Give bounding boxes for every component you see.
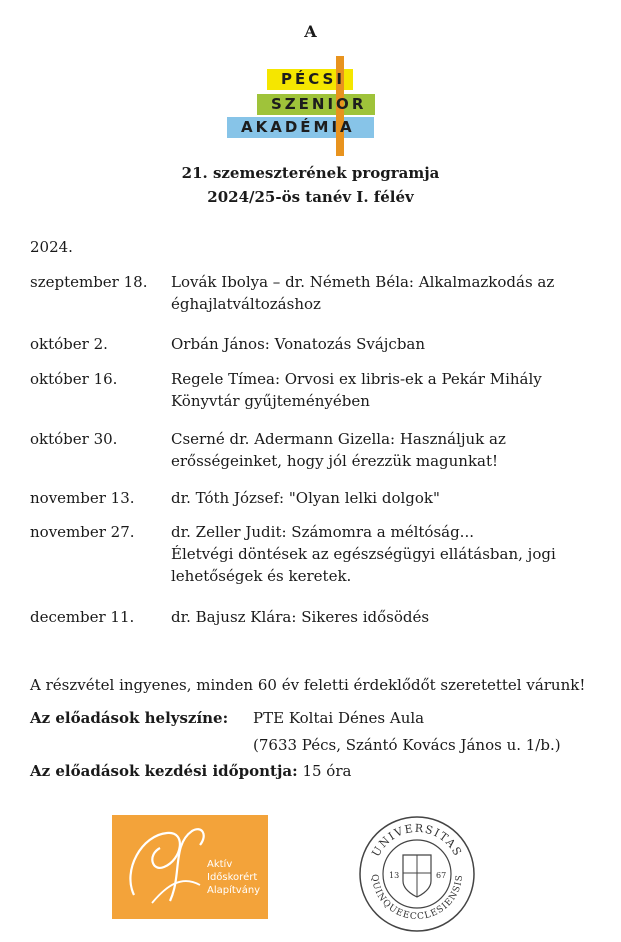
lecture-line: erősségeinket, hogy jól érezzük magunkat!	[171, 452, 499, 470]
lecture-line: Könyvtár gyűjteményében	[171, 392, 370, 410]
pecsi-szenior-akademia-logo	[227, 56, 377, 156]
lecture-line: dr. Bajusz Klára: Sikeres idősödés	[171, 608, 430, 626]
aktiv-idoskorert-logo	[112, 815, 268, 919]
start-time-label: Az előadások kezdési időpontja:	[30, 762, 298, 780]
foundation-line-2: Időskorért	[207, 872, 258, 883]
program-lecture	[171, 368, 601, 412]
program-lecture	[171, 333, 601, 355]
program-lecture	[171, 271, 601, 315]
logo-word-szenior: SZENIOR	[271, 95, 367, 113]
location-value: PTE Koltai Dénes Aula	[253, 709, 425, 727]
program-date: október 30.	[30, 430, 118, 448]
prefix-letter: A	[304, 22, 317, 41]
lecture-line: Cserné dr. Adermann Gizella: Használjuk az	[171, 430, 506, 448]
seal-year-left: 13	[389, 871, 400, 880]
program-title: 21. szemeszterének programja	[181, 164, 440, 182]
program-year: 2024.	[30, 238, 73, 256]
program-date: december 11.	[30, 608, 135, 626]
location-label: Az előadások helyszíne:	[30, 709, 229, 727]
university-seal	[358, 815, 476, 933]
start-time	[30, 762, 351, 780]
program-date: október 16.	[30, 370, 118, 388]
foundation-line-3: Alapítvány	[207, 885, 261, 896]
program-lecture	[171, 487, 601, 509]
program-lecture	[171, 606, 601, 628]
seal-top-text: UNIVERSITAS	[369, 821, 465, 860]
lecture-line: Életvégi döntések az egészségügyi ellátásban, jogi	[171, 545, 556, 563]
program-date: október 2.	[30, 335, 108, 353]
seal-bottom-text: QUINQUEECCLESIENSIS	[368, 873, 466, 923]
program-lecture	[171, 428, 601, 472]
logo-word-akademia: AKADÉMIA	[241, 118, 355, 136]
lecture-line: dr. Tóth József: "Olyan lelki dolgok"	[171, 489, 440, 507]
lecture-line: Lovák Ibolya – dr. Németh Béla: Alkalmazkodás az	[171, 273, 555, 291]
start-time-value: 15 óra	[302, 762, 352, 780]
lecture-line: lehetőségek és keretek.	[171, 567, 352, 585]
attendance-note: A részvétel ingyenes, minden 60 év feletti érdeklődőt szeretettel várunk!	[30, 676, 586, 694]
program-lecture	[171, 521, 601, 587]
lecture-line: Regele Tímea: Orvosi ex libris-ek a Pekár Mihály	[171, 370, 542, 388]
semester-subtitle: 2024/25-ös tanév I. félév	[207, 188, 414, 206]
location-address: (7633 Pécs, Szántó Kovács János u. 1/b.)	[253, 736, 561, 754]
program-date: szeptember 18.	[30, 273, 148, 291]
lecture-line: dr. Zeller Judit: Számomra a méltóság...	[171, 523, 474, 541]
foundation-line-1: Aktív	[207, 859, 233, 870]
seal-year-right: 67	[436, 871, 447, 880]
program-date: november 13.	[30, 489, 135, 507]
lecture-line: éghajlatváltozáshoz	[171, 295, 321, 313]
logo-word-pecsi: PÉCSI	[281, 70, 345, 88]
lecture-line: Orbán János: Vonatozás Svájcban	[171, 335, 426, 353]
program-date: november 27.	[30, 523, 135, 541]
